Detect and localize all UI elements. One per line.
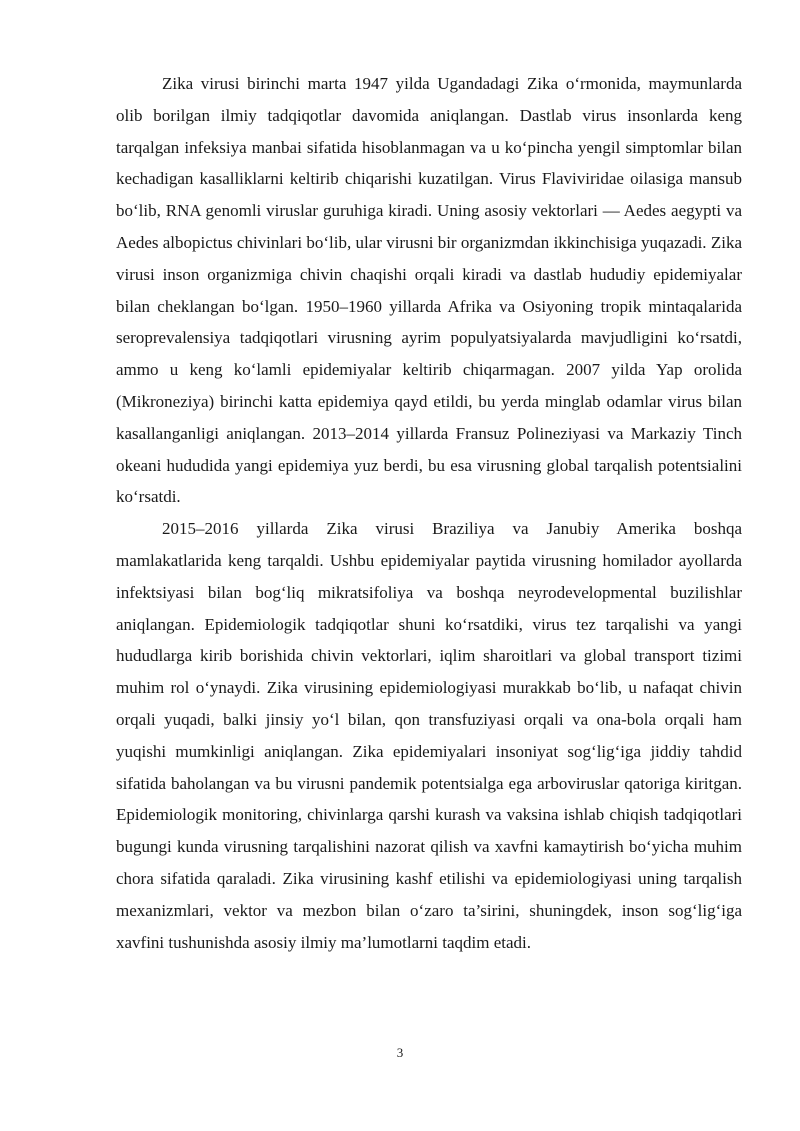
paragraph-zika-epidemiology: 2015–2016 yillarda Zika virusi Braziliya va Janubiy Amerika boshqa mamlakatlarida keng tarqaldi. Ushbu epidemiyalar paytida virusning homilador ayollarda infektsiyasi bilan bog‘liq mikratsifoliya va boshqa neyrodevelopmental buzilishlar aniqlangan. Epidemiologik tadqiqotlar shuni ko‘rsatdiki, virus tez tarqalishi va yangi hududlarga kirib borishida chivin vektorlari, iqlim sharoitlari va global transport tizimi muhim rol o‘ynaydi. Zika virusining epidemiologiyasi murakkab bo‘lib, u nafaqat chivin orqali yuqadi, balki jinsiy yo‘l bilan, qon transfuziyasi orqali va ona-bola orqali ham yuqishi mumkinligi aniqlangan. Zika epidemiyalari insoniyat sog‘lig‘iga jiddiy tahdid sifatida baholangan va bu virusni pandemik potentsialga ega arboviruslar qatoriga kiritgan. Epidemiologik monitoring, chivinlarga qarshi kurash va vaksina ishlab chiqish tadqiqotlari bugungi kunda virusning tarqalishini nazorat qilish va xavfni kamaytirish bo‘yicha muhim chora sifatida qaraladi. Zika virusining kashf etilishi va epidemiologiyasi uning tarqalish mexanizmlari, vektor va mezbon bilan o‘zaro ta’sirini, shuningdek, inson sog‘lig‘iga xavfini tushunishda asosiy ilmiy ma’lumotlarni taqdim etadi. xyxy=(116,519,742,952)
body-text xyxy=(116,68,742,958)
page-number: 3 xyxy=(396,1045,404,1060)
paragraph-zika-discovery: Zika virusi birinchi marta 1947 yilda Ugandadagi Zika o‘rmonida, maymunlarda olib borilgan ilmiy tadqiqotlar davomida aniqlangan. Dastlab virus insonlarda keng tarqalgan infeksiya manbai sifatida hisoblanmagan va u ko‘pincha yengil simptomlar bilan kechadigan kasalliklarni keltirib chiqarishi kuzatilgan. Virus Flaviviridae oilasiga mansub bo‘lib, RNA genomli viruslar guruhiga kiradi. Uning asosiy vektorlari — Aedes aegypti va Aedes albopictus chivinlari bo‘lib, ular virusni bir organizmdan ikkinchisiga yuqazadi. Zika virusi inson organizmiga chivin chaqishi orqali kiradi va dastlab hududiy epidemiyalar bilan cheklangan bo‘lgan. 1950–1960 yillarda Afrika va Osiyoning tropik mintaqalarida seroprevalensiya tadqiqotlari virusning ayrim populyatsiyalarda mavjudligini ko‘rsatdi, ammo u keng ko‘lamli epidemiyalar keltirib chiqarmagan. 2007 yilda Yap orolida (Mikroneziya) birinchi katta epidemiya qayd etildi, bu yerda minglab odamlar virus bilan kasallanganligi aniqlangan. 2013–2014 yillarda Fransuz Polineziyasi va Markaziy Tinch okeani hududida yangi epidemiya yuz berdi, bu esa virusning global tarqalish potentsialini ko‘rsatdi. xyxy=(116,74,742,507)
